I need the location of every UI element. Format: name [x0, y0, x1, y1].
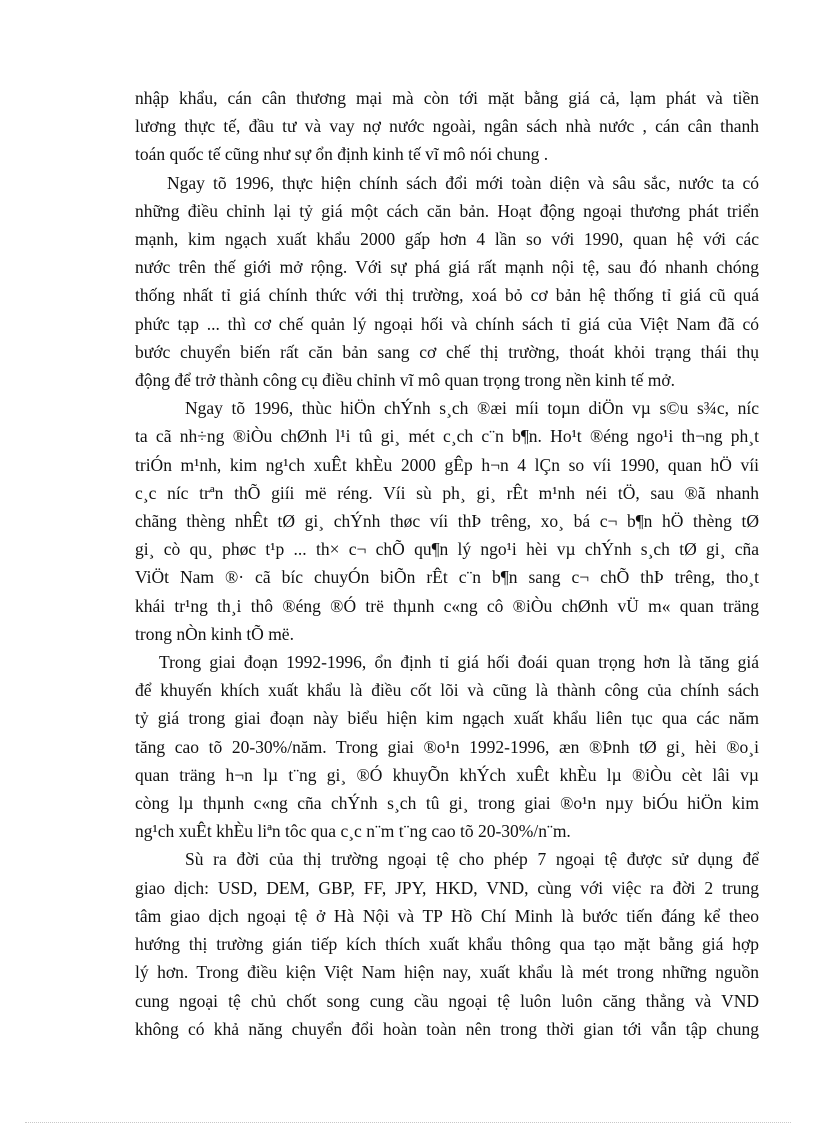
- paragraph-p4: [135, 648, 759, 845]
- text-line: gi¸ cò qu¸ phøc t¹p ... th× c¬ chÕ qu¶n lý ngo¹i hèi vµ chÝnh s¸ch tØ gi¸ cña: [135, 539, 759, 560]
- text-line: ViÖt Nam ®· cã bíc chuyÓn biÕn rÊt c¨n b¶n sang c¬ chÕ thÞ trêng, tho¸t: [135, 567, 759, 588]
- text-line: tỷ giá trong giai đoạn này biểu hiện kim ngạch xuất khẩu liên tục qua các năm: [135, 708, 759, 729]
- text-line: hướng thị trường gián tiếp kích thích xuất khẩu thông qua tạo mặt bằng giá hợp: [135, 934, 759, 955]
- text-line: Ngay tõ 1996, thùc hiÖn chÝnh s¸ch ®æi míi toµn diÖn vµ s©u s¾c, níc: [185, 398, 759, 419]
- text-line: tăng cao tõ 20-30%/năm. Trong giai ®o¹n 1992-1996, æn ®Þnh tØ gi¸ hèi ®o¸i: [135, 736, 759, 757]
- text-line: tâm giao dịch ngoại tệ ở Hà Nội và TP Hồ Chí Minh là bước tiến đáng kể theo: [135, 905, 759, 926]
- text-line: những điều chỉnh lại tỷ giá một cách căn bản. Hoạt động ngoại thương phát triển: [135, 200, 759, 221]
- text-line: toán quốc tế cũng như sự ổn định kinh tế vĩ mô nói chung .: [135, 144, 549, 165]
- text-line: Trong giai đoạn 1992-1996, ổn định tỉ giá hối đoái quan trọng hơn là tăng giá: [159, 652, 759, 673]
- text-line: còng lµ thµnh c«ng cña chÝnh s¸ch tû gi¸ trong giai ®o¹n nµy biÓu hiÖn kim: [135, 793, 759, 814]
- text-line: giao dịch: USD, DEM, GBP, FF, JPY, HKD, VND, cùng với việc ra đời 2 trung: [135, 877, 759, 898]
- text-line: nước trên thế giới mở rộng. Với sự phá giá rất mạnh nội tệ, sau đó nhanh chóng: [135, 257, 759, 278]
- text-line: quan träng h¬n lµ t¨ng gi¸ ®Ó khuyÕn khÝch xuÊt khÈu lµ ®iÒu cèt lâi vµ: [135, 764, 759, 785]
- text-line: triÓn m¹nh, kim ng¹ch xuÊt khÈu 2000 gÊp h¬n 4 lÇn so víi 1990, quan hÖ víi: [135, 454, 759, 475]
- text-line: phức tạp ... thì cơ chế quản lý ngoại hối và chính sách tỉ giá của Việt Nam đã có: [135, 313, 759, 334]
- text-line: c¸c níc trªn thÕ giíi më réng. Víi sù ph¸ gi¸ rÊt m¹nh néi tÖ, sau ®ã nhanh: [135, 482, 759, 503]
- text-line: bước chuyển biến rất căn bản sang cơ chế thị trường, thoát khỏi trạng thái thụ: [135, 341, 759, 362]
- paragraph-p2: [135, 169, 759, 395]
- text-line: để khuyến khích xuất khẩu là điều cốt lõi và cũng là thành công của chính sách: [135, 680, 759, 701]
- text-line: chãng thèng nhÊt tØ gi¸ chÝnh thøc víi thÞ trêng, xo¸ bá c¬ b¶n hÖ thèng tØ: [135, 511, 759, 532]
- text-line: ta cã nh÷ng ®iÒu chØnh l¹i tû gi¸ mét c¸ch c¨n b¶n. Ho¹t ®éng ngo¹i th¬ng ph¸t: [135, 426, 759, 447]
- text-line: lương thực tế, đầu tư và vay nợ nước ngoài, ngân sách nhà nước , cán cân thanh: [135, 116, 759, 137]
- text-line: nhập khẩu, cán cân thương mại mà còn tới mặt bằng giá cả, lạm phát và tiền: [135, 88, 759, 108]
- text-line: động để trở thành công cụ điều chỉnh vĩ mô quan trọng trong nền kinh tế mở.: [135, 370, 676, 391]
- body-text: [135, 84, 759, 1043]
- paragraph-p3: [135, 394, 759, 648]
- paragraph-p1: [135, 84, 759, 169]
- text-line: thống nhất tỉ giá chính thức với thị trường, xoá bỏ cơ bản hệ thống tỉ giá cũ quá: [135, 285, 759, 306]
- text-line: khái tr¹ng th¸i thô ®éng ®Ó trë thµnh c«ng cô ®iÒu chØnh vÜ m« quan träng: [135, 595, 759, 616]
- text-line: không có khả năng chuyển đổi hoàn toàn nên trong thời gian tới vẫn tập chung: [135, 1018, 759, 1039]
- text-line: Sù ra đời của thị trường ngoại tệ cho phép 7 ngoại tệ được sử dụng để: [185, 849, 759, 870]
- text-line: mạnh, kim ngạch xuất khẩu 2000 gấp hơn 4 lần so với 1990, quan hệ với các: [135, 229, 759, 250]
- text-line: ng¹ch xuÊt khÈu liªn tôc qua c¸c n¨m t¨ng cao tõ 20-30%/n¨m.: [135, 821, 571, 842]
- text-line: trong nÒn kinh tÕ më.: [135, 623, 294, 644]
- text-line: cung ngoại tệ chủ chốt song cung cầu ngoại tệ luôn luôn căng thẳng và VND: [135, 990, 759, 1011]
- paragraph-p5: [135, 845, 759, 1042]
- text-line: Ngay tõ 1996, thực hiện chính sách đổi mới toàn diện và sâu sắc, nước ta có: [167, 172, 759, 193]
- text-line: lý hơn. Trong điều kiện Việt Nam hiện nay, xuất khẩu là mét trong những nguồn: [135, 962, 759, 983]
